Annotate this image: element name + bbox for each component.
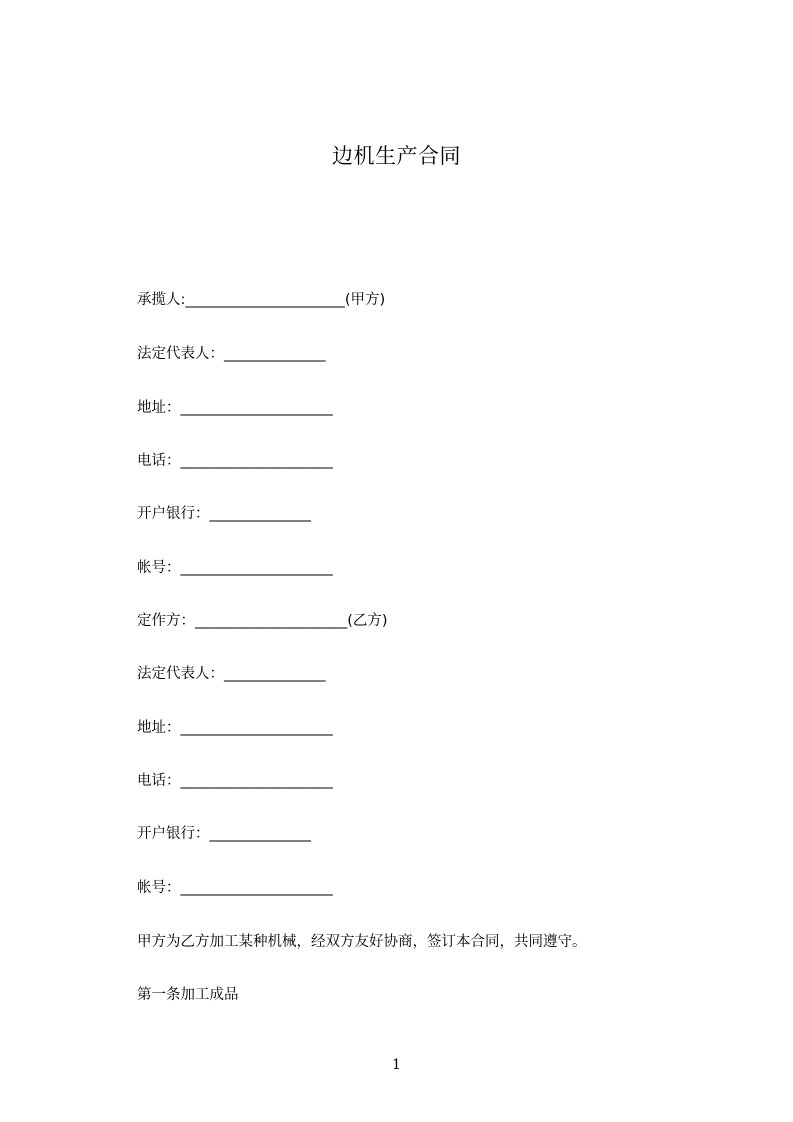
- party-b-phone-line: 电话：_____________________: [137, 773, 333, 789]
- party-b-account-line: 帐号：_____________________: [137, 880, 333, 896]
- contractor-party-a-line: 承揽人:______________________(甲方): [137, 292, 386, 308]
- party-a-phone-line: 电话：_____________________: [137, 453, 333, 469]
- page-number: 1: [392, 1057, 401, 1073]
- party-a-address-line: 地址：_____________________: [137, 400, 333, 416]
- party-a-account-line: 帐号：_____________________: [137, 560, 333, 576]
- ordering-party-b-line: 定作方：_____________________(乙方): [137, 613, 388, 629]
- party-a-bank-line: 开户银行：______________: [137, 506, 311, 522]
- party-b-address-line: 地址：_____________________: [137, 720, 333, 736]
- party-b-legal-representative-line: 法定代表人：______________: [137, 666, 326, 682]
- party-b-bank-line: 开户银行：______________: [137, 826, 311, 842]
- document-title: 边机生产合同: [332, 144, 461, 168]
- agreement-intro-paragraph: 甲方为乙方加工某种机械，经双方友好协商，签订本合同，共同遵守。: [137, 934, 587, 950]
- article-one-heading: 第一条加工成品: [137, 987, 239, 1003]
- party-a-legal-representative-line: 法定代表人：______________: [137, 346, 326, 362]
